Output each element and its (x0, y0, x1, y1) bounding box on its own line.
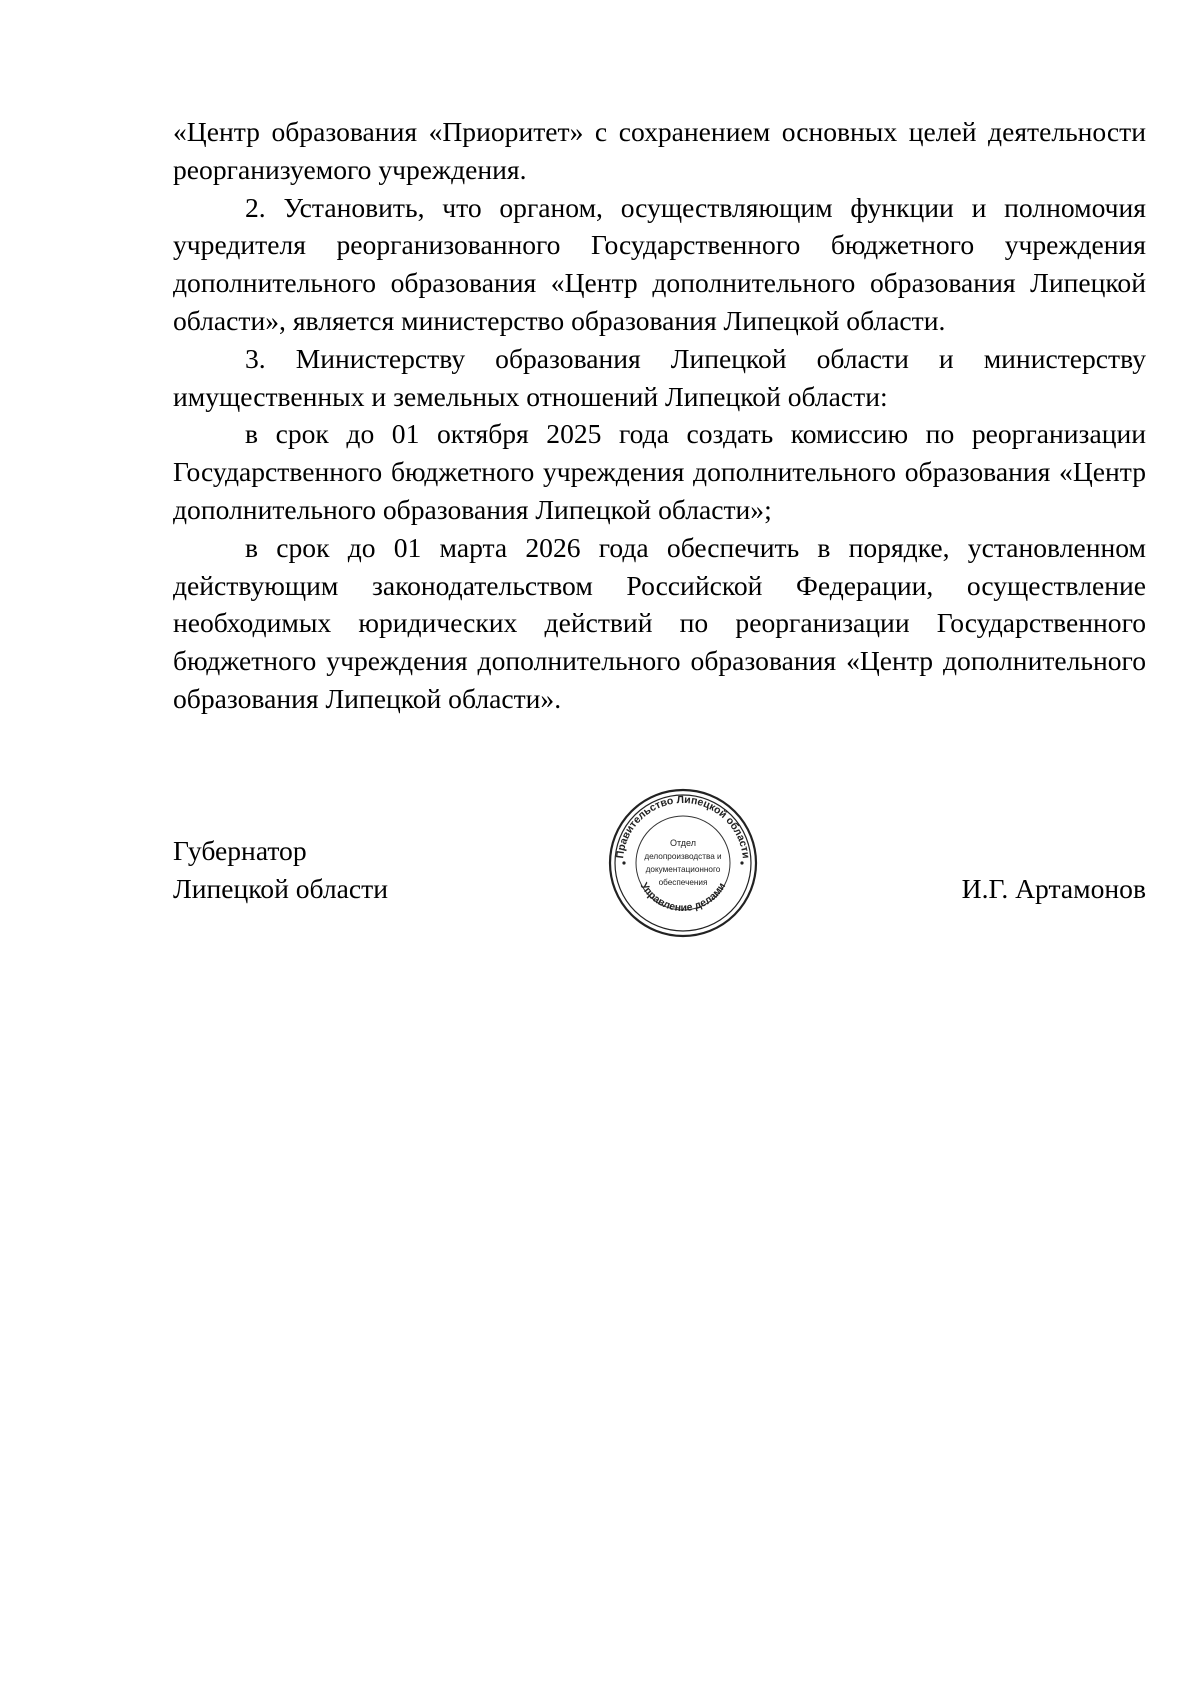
stamp-center-line-3: документационного (645, 865, 721, 874)
stamp-bottom-text: Управление делами (637, 880, 729, 915)
svg-text:Правительство Липецкой области (614, 794, 752, 859)
stamp-outer-text: Правительство Липецкой области (614, 793, 752, 860)
stamp-center-line-4: обеспечения (658, 878, 708, 887)
document-body (173, 113, 1146, 718)
paragraph-legal-actions-deadline: в срок до 01 марта 2026 года обеспечить в порядке, установленном действующим законодательством Российской Федерации, осуществление необходимых юридических действий по реорганизации Государственного бюджетного учреждения дополнительного образования «Центр дополнительного образования Липецкой области». (173, 531, 1146, 714)
stamp-center-line-2: делопроизводства и (644, 852, 722, 861)
stamp-center-line-1: Отдел (669, 838, 697, 848)
paragraph-continuation: «Центр образования «Приоритет» с сохранением основных целей деятельности реорганизуемого учреждения. (173, 116, 1146, 185)
signatory-name: И.Г. Артамонов (961, 873, 1146, 904)
stamp-seal-icon (608, 788, 758, 938)
signatory-position-line-1: Губернатор (173, 835, 307, 866)
paragraph-item-3: 3. Министерству образования Липецкой области и министерству имущественных и земельных отношений Липецкой области: (173, 342, 1146, 412)
paragraph-item-2: 2. Установить, что органом, осуществляющим функции и полномочия учредителя реорганизованного Государственного бюджетного учреждения дополнительного образования «Центр дополнительного образования Липецкой области», является министерство образования Липецкой области. (173, 191, 1146, 336)
signatory-position-line-2: Липецкой области (173, 872, 388, 904)
signatory-position (173, 832, 388, 908)
official-stamp (608, 788, 758, 938)
paragraph-commission-deadline: в срок до 01 октября 2025 года создать комиссию по реорганизации Государственного бюджетного учреждения дополнительного образования «Центр дополнительного образования Липецкой области»; (173, 418, 1146, 525)
